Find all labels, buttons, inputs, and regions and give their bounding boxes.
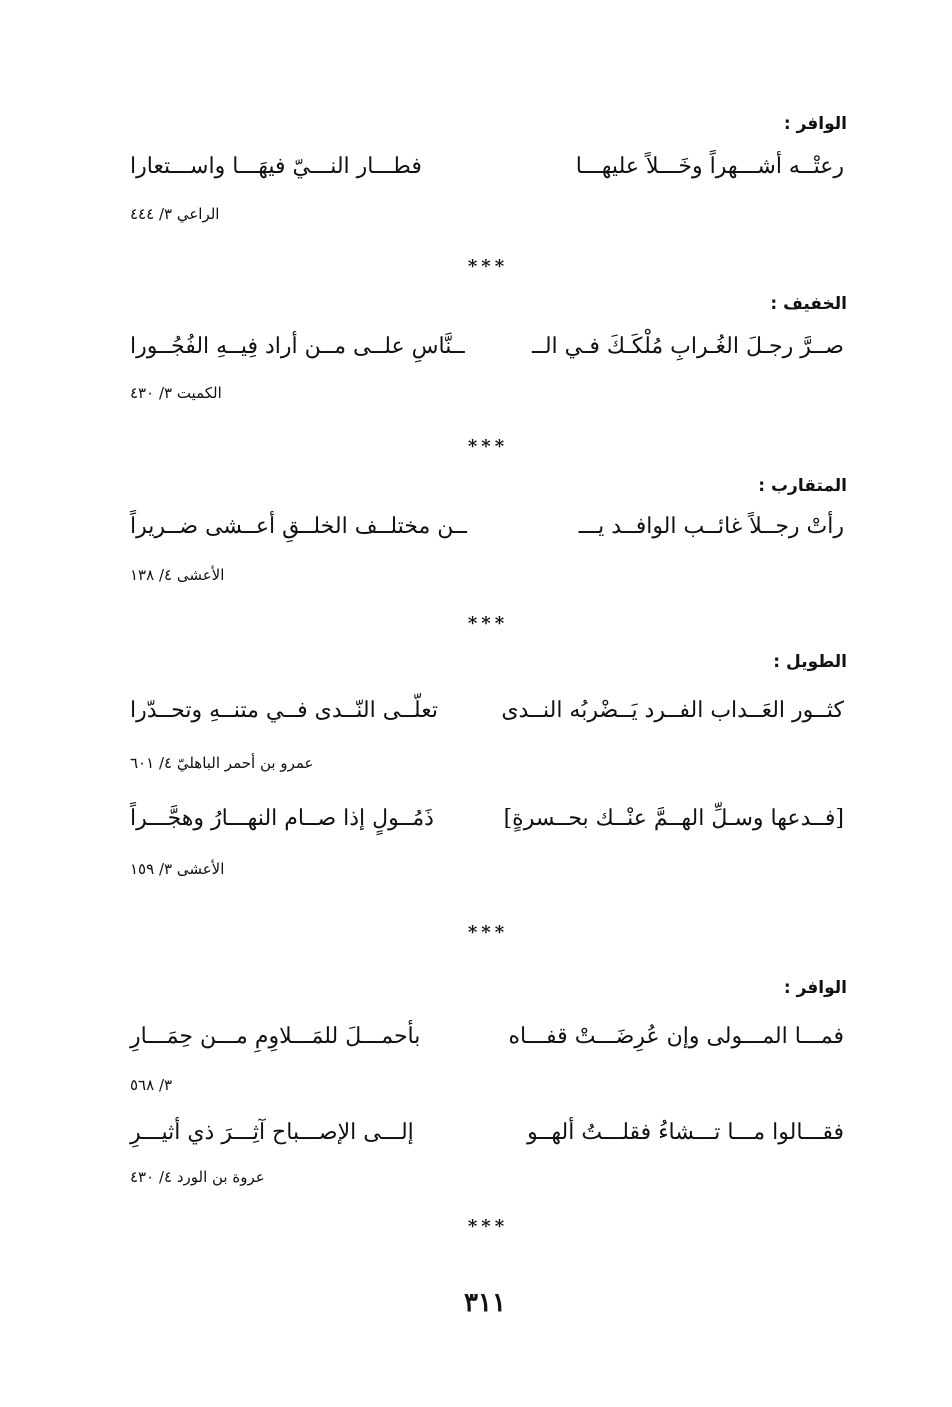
verse-second-hemistich: ــنَّاسِ علــى مــن أراد فِيــهِ الفُجُــورا	[130, 334, 465, 359]
section-separator: ***	[467, 256, 509, 277]
verse-second-hemistich: تعلّــى النّــدى فــي متنــهِ وتحــدّرا	[130, 698, 438, 723]
meter-heading: المتقارب :	[758, 476, 847, 496]
verse-citation: الراعي ٣/ ٤٤٤	[130, 205, 220, 223]
verse-second-hemistich: ــن مختلــف الخلــقِ أعــشى ضــريراً	[130, 514, 467, 539]
section-separator: ***	[467, 613, 509, 634]
verse-second-hemistich: إلـــى الإصـــباح آثِـــرَ ذي أثيـــرِ	[130, 1120, 414, 1145]
verse-second-hemistich: فطـــار النـــيّ فيهَـــا واســـتعارا	[130, 154, 422, 179]
verse-first-hemistich: رعتْــه أشـــهراً وخَـــلاً عليهـــا	[575, 154, 844, 179]
verse-citation: الأعشى ٤/ ١٣٨	[130, 566, 225, 584]
verse-citation: ٣/ ٥٦٨	[130, 1076, 173, 1094]
meter-heading: الخفيف :	[770, 294, 847, 314]
verse-second-hemistich: ذَمُــولٍ إذا صــام النهـــارُ وهجَّـــراً	[130, 806, 434, 831]
verse-second-hemistich: بأحمـــلَ للمَـــلاوِمِ مـــن حِمَـــارِ	[130, 1024, 421, 1049]
section-separator: ***	[467, 436, 509, 457]
section-separator: ***	[467, 922, 509, 943]
section-separator: ***	[467, 1216, 509, 1237]
verse-first-hemistich: [فــدعها وسـلِّ الهــمَّ عنْــك بحــسرةٍ]	[503, 806, 844, 831]
verse-first-hemistich: كثــور العَــداب الفــرد يَــضْربُه النــدى	[501, 698, 844, 723]
meter-heading: الوافر :	[783, 978, 847, 998]
verse-citation: عمرو بن أحمر الباهليّ ٤/ ٦٠١	[130, 754, 314, 772]
verse-citation: الكميت ٣/ ٤٣٠	[130, 384, 222, 402]
verse-citation: عروة بن الورد ٤/ ٤٣٠	[130, 1168, 265, 1186]
meter-heading: الطويل :	[773, 652, 847, 672]
page-number: ٣١١	[464, 1288, 506, 1318]
verse-citation: الأعشى ٣/ ١٥٩	[130, 860, 225, 878]
meter-heading: الوافر :	[783, 114, 847, 134]
verse-first-hemistich: صــرَّ رجـلَ الغُـرابِ مُلْكَـكَ فـي الــ	[531, 334, 844, 359]
verse-first-hemistich: فمـــا المـــولى وإن عُرِضَـــتْ قفـــاه	[508, 1024, 844, 1049]
verse-first-hemistich: رأتْ رجــلاً غائــب الوافــد يـــ	[578, 514, 844, 539]
verse-first-hemistich: فقـــالوا مـــا تـــشاءُ فقلـــتُ ألهــو	[527, 1120, 844, 1145]
